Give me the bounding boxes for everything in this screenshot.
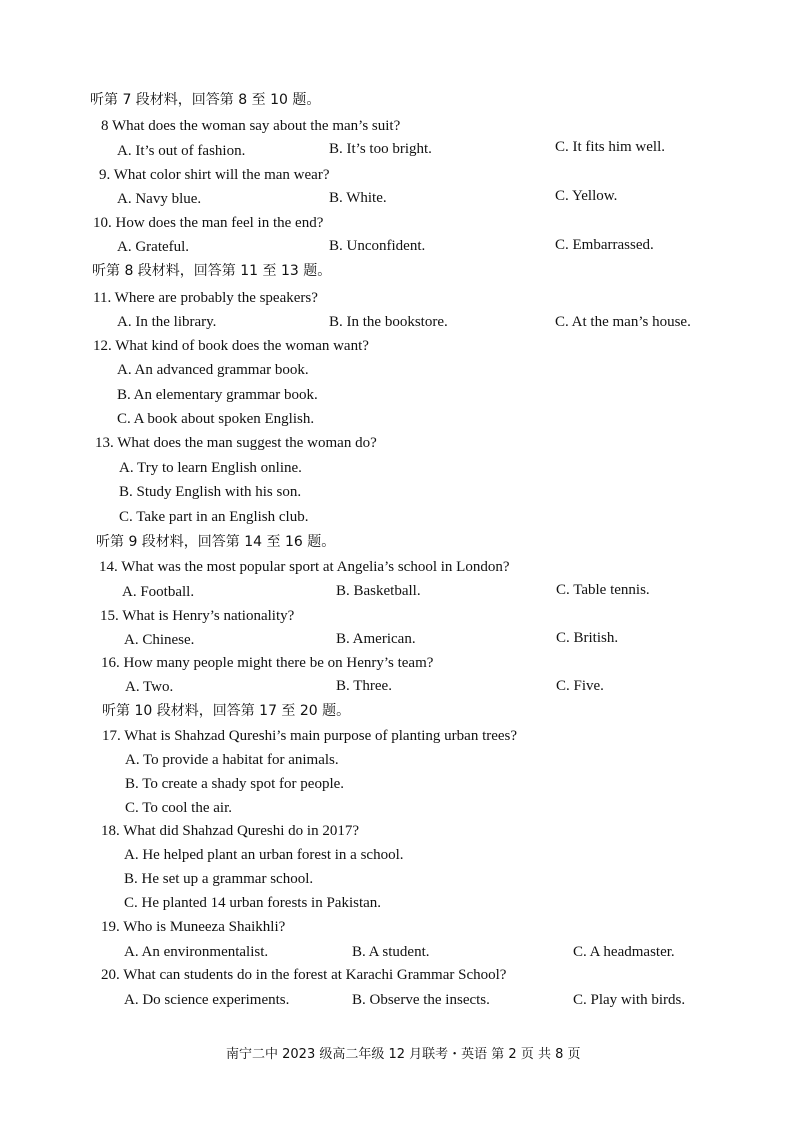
question-20-option-c: C. Play with birds. [573, 992, 686, 1008]
question-15-option-b: B. American. [336, 631, 416, 647]
question-13-stem: 13. What does the man suggest the woman do? [95, 435, 377, 451]
question-10-option-a: A. Grateful. [117, 239, 190, 255]
question-14-option-a: A. Football. [122, 584, 195, 600]
question-20-option-b: B. Observe the insects. [352, 992, 490, 1008]
question-11-option-a: A. In the library. [117, 314, 217, 330]
question-9-option-b: B. White. [329, 190, 387, 206]
question-19-option-c: C. A headmaster. [573, 944, 675, 960]
question-15-option-c: C. British. [556, 630, 619, 646]
question-19-stem: 19. Who is Muneeza Shaikhli? [101, 919, 286, 935]
question-18-option-c: C. He planted 14 urban forests in Pakistan. [124, 895, 382, 911]
question-19-option-a: A. An environmentalist. [124, 944, 269, 960]
question-8-option-b: B. It’s too bright. [329, 141, 432, 157]
question-10-option-c: C. Embarrassed. [555, 237, 654, 253]
question-16-option-b: B. Three. [336, 678, 392, 694]
question-12-option-c: C. A book about spoken English. [117, 411, 315, 427]
question-12-stem: 12. What kind of book does the woman want? [93, 338, 369, 354]
question-9-option-a: A. Navy blue. [117, 191, 202, 207]
question-17-option-c: C. To cool the air. [125, 800, 232, 816]
question-12-option-a: A. An advanced grammar book. [117, 362, 309, 378]
question-19-option-b: B. A student. [352, 944, 430, 960]
question-16-option-a: A. Two. [125, 679, 174, 695]
section-heading: 听第 7 段材料，回答第 8 至 10 题。 [90, 92, 321, 108]
question-16-option-c: C. Five. [556, 678, 604, 694]
question-8-option-a: A. It’s out of fashion. [117, 143, 246, 159]
question-10-option-b: B. Unconfident. [329, 238, 426, 254]
question-15-stem: 15. What is Henry’s nationality? [100, 608, 295, 624]
question-14-option-c: C. Table tennis. [556, 582, 650, 598]
question-17-option-a: A. To provide a habitat for animals. [125, 752, 339, 768]
question-17-stem: 17. What is Shahzad Qureshi’s main purpose of planting urban trees? [102, 728, 518, 744]
page-footer: 南宁二中 2023 级高二年级 12 月联考・英语 第 2 页 共 8 页 [226, 1047, 581, 1062]
question-16-stem: 16. How many people might there be on Henry’s team? [101, 655, 434, 671]
question-13-option-c: C. Take part in an English club. [119, 509, 309, 525]
question-18-stem: 18. What did Shahzad Qureshi do in 2017? [101, 823, 360, 839]
section-heading: 听第 8 段材料，回答第 11 至 13 题。 [92, 263, 332, 279]
question-18-option-a: A. He helped plant an urban forest in a school. [124, 847, 404, 863]
question-11-option-b: B. In the bookstore. [329, 314, 448, 330]
question-13-option-b: B. Study English with his son. [119, 484, 302, 500]
question-14-stem: 14. What was the most popular sport at Angelia’s school in London? [99, 559, 510, 575]
question-20-option-a: A. Do science experiments. [124, 992, 290, 1008]
question-9-option-c: C. Yellow. [555, 188, 618, 204]
question-13-option-a: A. Try to learn English online. [119, 460, 302, 476]
question-10-stem: 10. How does the man feel in the end? [93, 215, 324, 231]
question-20-stem: 20. What can students do in the forest at Karachi Grammar School? [101, 967, 507, 983]
question-11-option-c: C. At the man’s house. [555, 314, 691, 330]
section-heading: 听第 10 段材料，回答第 17 至 20 题。 [102, 703, 351, 719]
question-11-stem: 11. Where are probably the speakers? [93, 290, 318, 306]
question-18-option-b: B. He set up a grammar school. [124, 871, 314, 887]
question-9-stem: 9. What color shirt will the man wear? [99, 167, 330, 183]
question-15-option-a: A. Chinese. [124, 632, 195, 648]
question-14-option-b: B. Basketball. [336, 583, 421, 599]
question-8-option-c: C. It fits him well. [555, 139, 665, 155]
question-17-option-b: B. To create a shady spot for people. [125, 776, 345, 792]
question-8-stem: 8 What does the woman say about the man’s suit? [101, 118, 401, 134]
section-heading: 听第 9 段材料，回答第 14 至 16 题。 [96, 534, 336, 550]
question-12-option-b: B. An elementary grammar book. [117, 387, 318, 403]
